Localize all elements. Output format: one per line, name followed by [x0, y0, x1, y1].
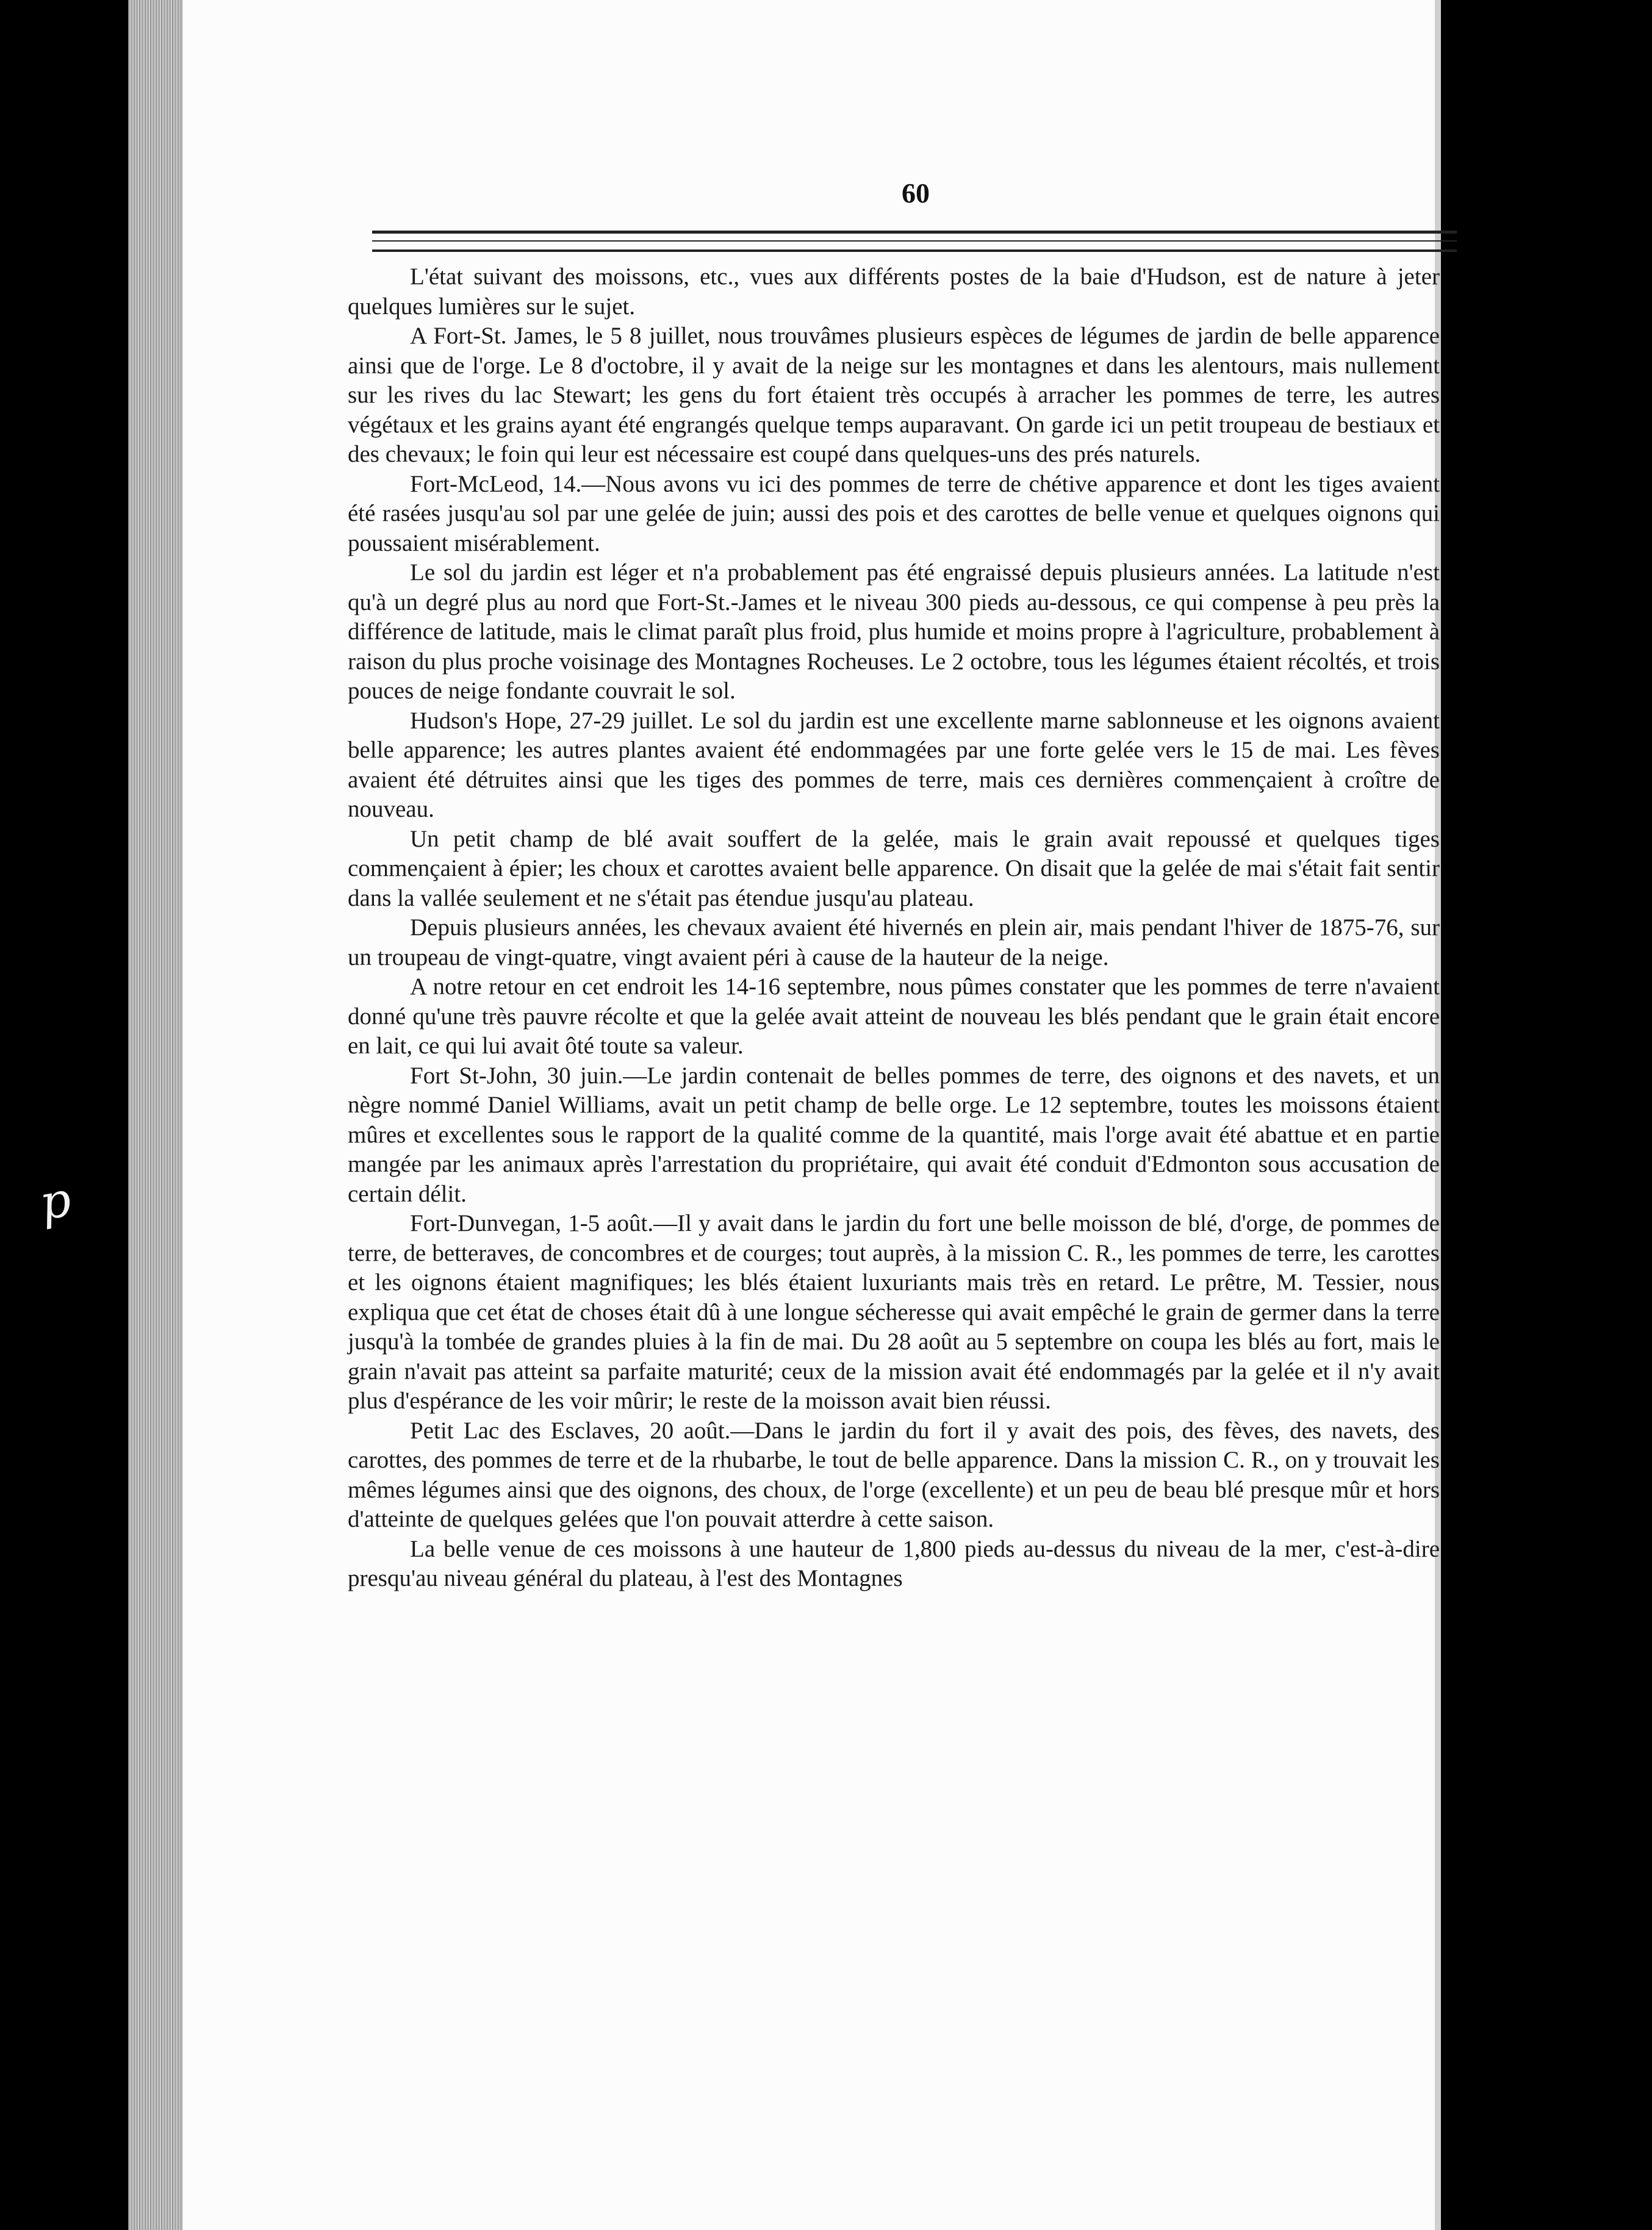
paragraph: Depuis plusieurs années, les chevaux avaient été hivernés en plein air, mais pendant l'hiver de 1875-76, sur un troupeau de vingt-quatre, vingt avaient péri à cause de la hauteur de la neige. [348, 914, 1440, 970]
header-rule [372, 240, 1457, 242]
paragraph: A notre retour en cet endroit les 14-16 septembre, nous pûmes constater que les pommes de terre n'avaient donné qu'une très pauvre récolte et que la gelée avait atteint de nouveau les blés pendant que le grain était encore en lait, ce qui lui avait ôté toute sa valeur. [348, 973, 1440, 1059]
paragraph: Le sol du jardin est léger et n'a probablement pas été engraissé depuis plusieurs années. La latitude n'est qu'à un degré plus au nord que Fort-St.-James et le niveau 300 pieds au-dessous, ce qui compense à peu près la différence de latitude, mais le climat paraît plus froid, plus humide et moins propre à l'agriculture, probablement à raison du plus proche voisinage des Montagnes Rocheuses. Le 2 octobre, tous les légumes étaient récoltés, et trois pouces de neige fondante couvrait le sol. [348, 559, 1440, 704]
body-text [348, 262, 1440, 1594]
paragraph: La belle venue de ces moissons à une hauteur de 1,800 pieds au-dessus du niveau de la mer, c'est-à-dire presqu'au niveau général du plateau, à l'est des Montagnes [348, 1535, 1440, 1591]
margin-mark: p [35, 1172, 76, 1232]
paragraph: Fort-Dunvegan, 1-5 août.—Il y avait dans le jardin du fort une belle moisson de blé, d'orge, de pommes de terre, de betteraves, de concombres et de courges; tout auprès, à la mission C. R., les pommes de terre, les carottes et les oignons étaient magnifiques; les blés étaient luxuriants mais très en retard. Le prêtre, M. Tessier, nous expliqua que cet état de choses était dû à une longue sécheresse qui avait empêché le grain de germer dans la terre jusqu'à la tombée de grandes pluies à la fin de mai. Du 28 août au 5 septembre on coupa les blés au fort, mais le grain n'avait pas atteint sa parfaite maturité; ceux de la mission avait été endommagés par la gelée et il n'y avait plus d'espérance de les voir mûrir; le reste de la moisson avait bien réussi. [348, 1210, 1440, 1414]
header-rule [372, 231, 1457, 234]
paragraph: Fort St-John, 30 juin.—Le jardin contenait de belles pommes de terre, des oignons et des navets, et un nègre nommé Daniel Williams, avait un petit champ de belle orge. Le 12 septembre, toutes les moissons étaient mûres et excellentes sous le rapport de la qualité comme de la quantité, mais l'orge avait été abattue et en partie mangée par les animaux après l'arrestation du propriétaire, qui avait été conduit d'Edmonton sous accusation de certain délit. [348, 1062, 1440, 1207]
paragraph: L'état suivant des moissons, etc., vues aux différents postes de la baie d'Hudson, est de nature à jeter quelques lumières sur le sujet. [348, 264, 1440, 320]
page-edges [128, 0, 189, 2230]
paragraph: Fort-McLeod, 14.—Nous avons vu ici des pommes de terre de chétive apparence et dont les tiges avaient été rasées jusqu'au sol par une gelée de juin; aussi des pois et des carottes de belle venue et quelques oignons qui poussaient misérablement. [348, 470, 1440, 556]
paragraph: Petit Lac des Esclaves, 20 août.—Dans le jardin du fort il y avait des pois, des fèves, des navets, des carottes, des pommes de terre et de la rhubarbe, le tout de belle apparence. Dans la mission C. R., on y trouvait les mêmes légumes ainsi que des oignons, des choux, de l'orge (excellente) et un peu de beau blé presque mûr et hors d'atteinte de quelques gelées que l'on pouvait atterdre à cette saison. [348, 1417, 1440, 1532]
header-rule [372, 249, 1457, 252]
page-number: 60 [902, 177, 930, 209]
paragraph: Un petit champ de blé avait souffert de la gelée, mais le grain avait repoussé et quelques tiges commençaient à épier; les choux et carottes avaient belle apparence. On disait que la gelée de mai s'était fait sentir dans la vallée seulement et ne s'était pas étendue jusqu'au plateau. [348, 825, 1440, 911]
paragraph: A Fort-St. James, le 5 8 juillet, nous trouvâmes plusieurs espèces de légumes de jardin de belle apparence ainsi que de l'orge. Le 8 d'octobre, il y avait de la neige sur les montagnes et dans les alentours, mais nullement sur les rives du lac Stewart; les gens du fort étaient très occupés à arracher les pommes de terre, les autres végétaux et les grains ayant été engrangés quelque temps auparavant. On garde ici un petit troupeau de bestiaux et des chevaux; le foin qui leur est nécessaire est coupé dans quelques-uns des prés naturels. [348, 323, 1440, 467]
paragraph: Hudson's Hope, 27-29 juillet. Le sol du jardin est une excellente marne sablonneuse et les oignons avaient belle apparence; les autres plantes avaient été endommagées par une forte gelée vers le 15 de mai. Les fèves avaient été détruites ainsi que les tiges des pommes de terre, mais ces dernières commençaient à croître de nouveau. [348, 707, 1440, 822]
